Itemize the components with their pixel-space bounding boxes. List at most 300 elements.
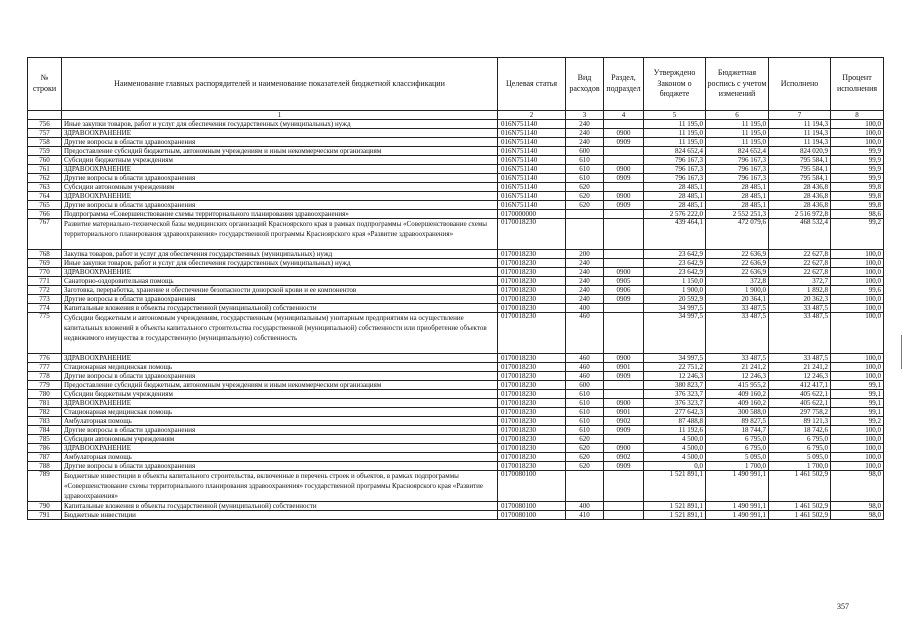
section-code: 0902 bbox=[604, 453, 644, 462]
target-item: 0170018230 bbox=[498, 462, 566, 471]
table-row bbox=[28, 156, 884, 165]
row-number: 788 bbox=[28, 462, 62, 471]
table-row bbox=[28, 435, 884, 444]
schedule-amount: 22 636,9 bbox=[706, 268, 769, 277]
target-item: 0170018230 bbox=[498, 453, 566, 462]
section-code: 0905 bbox=[604, 277, 644, 286]
section-code bbox=[604, 390, 644, 399]
expense-kind: 240 bbox=[566, 259, 604, 268]
header-section: Раздел, подраздел bbox=[604, 58, 644, 111]
approved-amount: 824 652,4 bbox=[644, 147, 706, 156]
approved-amount: 1 521 891,1 bbox=[644, 511, 706, 520]
row-description: Закупка товаров, работ и услуг для обеспечения государственных (муниципальных) нужд bbox=[62, 250, 498, 259]
approved-amount: 87 488,8 bbox=[644, 417, 706, 426]
executed-amount: 28 436,8 bbox=[769, 201, 831, 210]
target-item: 016N751140 bbox=[498, 183, 566, 192]
table-row bbox=[28, 453, 884, 462]
col-num: 3 bbox=[566, 111, 604, 120]
section-code: 0901 bbox=[604, 363, 644, 372]
schedule-amount: 22 636,9 bbox=[706, 250, 769, 259]
expense-kind: 610 bbox=[566, 156, 604, 165]
section-code bbox=[604, 471, 644, 502]
execution-percent: 100,0 bbox=[831, 453, 884, 462]
schedule-amount: 1 490 991,1 bbox=[706, 511, 769, 520]
row-number: 770 bbox=[28, 268, 62, 277]
approved-amount: 22 751,2 bbox=[644, 363, 706, 372]
col-num: 8 bbox=[831, 111, 884, 120]
expense-kind: 620 bbox=[566, 453, 604, 462]
executed-amount: 33 487,5 bbox=[769, 354, 831, 363]
table-row bbox=[28, 511, 884, 520]
execution-percent: 98,0 bbox=[831, 502, 884, 511]
row-description: Иные закупки товаров, работ и услуг для обеспечения государственных (муниципальных) нужд bbox=[62, 120, 498, 129]
approved-amount: 28 485,1 bbox=[644, 183, 706, 192]
section-code bbox=[604, 147, 644, 156]
execution-percent: 100,0 bbox=[831, 354, 884, 363]
execution-percent: 98,0 bbox=[831, 471, 884, 502]
row-number: 775 bbox=[28, 313, 62, 354]
section-code: 0900 bbox=[604, 192, 644, 201]
budget-table bbox=[27, 57, 884, 520]
section-code: 0900 bbox=[604, 354, 644, 363]
table-row bbox=[28, 408, 884, 417]
table-row bbox=[28, 417, 884, 426]
section-code bbox=[604, 156, 644, 165]
execution-percent: 99,2 bbox=[831, 219, 884, 250]
row-number: 756 bbox=[28, 120, 62, 129]
row-number: 774 bbox=[28, 304, 62, 313]
approved-amount: 4 500,0 bbox=[644, 435, 706, 444]
executed-amount: 12 246,3 bbox=[769, 372, 831, 381]
approved-amount: 11 195,0 bbox=[644, 129, 706, 138]
table-row bbox=[28, 259, 884, 268]
row-number: 779 bbox=[28, 381, 62, 390]
expense-kind: 610 bbox=[566, 390, 604, 399]
expense-kind: 240 bbox=[566, 286, 604, 295]
header-executed: Исполнено bbox=[769, 58, 831, 111]
row-number: 784 bbox=[28, 426, 62, 435]
table-row bbox=[28, 304, 884, 313]
schedule-amount: 5 095,0 bbox=[706, 453, 769, 462]
section-code: 0909 bbox=[604, 174, 644, 183]
target-item: 0170018230 bbox=[498, 277, 566, 286]
row-number: 780 bbox=[28, 390, 62, 399]
schedule-amount: 824 652,4 bbox=[706, 147, 769, 156]
executed-amount: 795 584,1 bbox=[769, 165, 831, 174]
schedule-amount: 409 160,2 bbox=[706, 390, 769, 399]
executed-amount: 372,7 bbox=[769, 277, 831, 286]
executed-amount: 824 020,9 bbox=[769, 147, 831, 156]
section-code: 0909 bbox=[604, 426, 644, 435]
execution-percent: 99,1 bbox=[831, 408, 884, 417]
execution-percent: 99,9 bbox=[831, 174, 884, 183]
executed-amount: 28 436,8 bbox=[769, 192, 831, 201]
row-number: 776 bbox=[28, 354, 62, 363]
expense-kind: 240 bbox=[566, 120, 604, 129]
approved-amount: 20 592,9 bbox=[644, 295, 706, 304]
table-row bbox=[28, 138, 884, 147]
target-item: 016N751140 bbox=[498, 192, 566, 201]
expense-kind: 460 bbox=[566, 354, 604, 363]
approved-amount: 28 485,1 bbox=[644, 201, 706, 210]
table-row bbox=[28, 471, 884, 502]
expense-kind: 240 bbox=[566, 295, 604, 304]
expense-kind: 460 bbox=[566, 372, 604, 381]
table-row bbox=[28, 250, 884, 259]
executed-amount: 22 627,8 bbox=[769, 259, 831, 268]
table-row bbox=[28, 372, 884, 381]
table-row bbox=[28, 268, 884, 277]
executed-amount: 11 194,3 bbox=[769, 120, 831, 129]
section-code bbox=[604, 219, 644, 250]
row-description: Развитие материально-технической базы медицинских организаций Красноярского края в рамках подпрограммы «Совершенствование схемы территориального планирования здравоохранения» государственной программы Красноярского края «Развитие здравоохранения» bbox=[62, 219, 498, 250]
row-number: 789 bbox=[28, 471, 62, 502]
page-number: 357 bbox=[837, 602, 849, 611]
row-number: 769 bbox=[28, 259, 62, 268]
approved-amount: 376 323,7 bbox=[644, 399, 706, 408]
target-item: 016N751140 bbox=[498, 156, 566, 165]
table-row bbox=[28, 120, 884, 129]
table-row bbox=[28, 444, 884, 453]
section-code: 0909 bbox=[604, 201, 644, 210]
schedule-amount: 796 167,3 bbox=[706, 156, 769, 165]
execution-percent: 98,6 bbox=[831, 210, 884, 219]
section-code bbox=[604, 259, 644, 268]
section-code bbox=[604, 210, 644, 219]
target-item: 0170018230 bbox=[498, 372, 566, 381]
target-item: 0170018230 bbox=[498, 363, 566, 372]
expense-kind: 610 bbox=[566, 174, 604, 183]
executed-amount: 18 742,6 bbox=[769, 426, 831, 435]
section-code: 0909 bbox=[604, 138, 644, 147]
approved-amount: 11 192,6 bbox=[644, 426, 706, 435]
table-row bbox=[28, 174, 884, 183]
target-item: 0170018230 bbox=[498, 426, 566, 435]
execution-percent: 100,0 bbox=[831, 313, 884, 354]
schedule-amount: 33 487,5 bbox=[706, 304, 769, 313]
schedule-amount: 796 167,3 bbox=[706, 174, 769, 183]
target-item: 0170018230 bbox=[498, 390, 566, 399]
schedule-amount: 28 485,1 bbox=[706, 201, 769, 210]
executed-amount: 405 622,1 bbox=[769, 390, 831, 399]
approved-amount: 23 642,9 bbox=[644, 259, 706, 268]
table-row bbox=[28, 165, 884, 174]
executed-amount: 2 516 972,8 bbox=[769, 210, 831, 219]
schedule-amount: 33 487,5 bbox=[706, 354, 769, 363]
schedule-amount: 300 588,0 bbox=[706, 408, 769, 417]
approved-amount: 34 997,5 bbox=[644, 354, 706, 363]
execution-percent: 100,0 bbox=[831, 268, 884, 277]
table-row bbox=[28, 295, 884, 304]
table-row bbox=[28, 502, 884, 511]
expense-kind: 620 bbox=[566, 201, 604, 210]
execution-percent: 99,9 bbox=[831, 165, 884, 174]
execution-percent: 99,6 bbox=[831, 286, 884, 295]
table-row bbox=[28, 201, 884, 210]
row-description: Другие вопросы в области здравоохранения bbox=[62, 372, 498, 381]
target-item: 0170018230 bbox=[498, 354, 566, 363]
approved-amount: 2 576 222,0 bbox=[644, 210, 706, 219]
executed-amount: 28 436,8 bbox=[769, 183, 831, 192]
approved-amount: 796 167,3 bbox=[644, 165, 706, 174]
row-description: Другие вопросы в области здравоохранения bbox=[62, 426, 498, 435]
execution-percent: 100,0 bbox=[831, 120, 884, 129]
col-num bbox=[28, 111, 62, 120]
row-number: 771 bbox=[28, 277, 62, 286]
approved-amount: 34 997,5 bbox=[644, 304, 706, 313]
execution-percent: 100,0 bbox=[831, 295, 884, 304]
executed-amount: 795 584,1 bbox=[769, 174, 831, 183]
row-number: 761 bbox=[28, 165, 62, 174]
approved-amount: 277 642,3 bbox=[644, 408, 706, 417]
row-description: Другие вопросы в области здравоохранения bbox=[62, 138, 498, 147]
row-description: ЗДРАВООХРАНЕНИЕ bbox=[62, 444, 498, 453]
schedule-amount: 472 079,6 bbox=[706, 219, 769, 250]
expense-kind: 240 bbox=[566, 268, 604, 277]
expense-kind: 620 bbox=[566, 435, 604, 444]
section-code bbox=[604, 313, 644, 354]
row-description: Другие вопросы в области здравоохранения bbox=[62, 201, 498, 210]
section-code: 0900 bbox=[604, 444, 644, 453]
section-code: 0902 bbox=[604, 417, 644, 426]
row-number: 781 bbox=[28, 399, 62, 408]
executed-amount: 1 700,0 bbox=[769, 462, 831, 471]
section-code bbox=[604, 250, 644, 259]
target-item: 016N751140 bbox=[498, 129, 566, 138]
schedule-amount: 2 552 251,3 bbox=[706, 210, 769, 219]
executed-amount: 297 758,2 bbox=[769, 408, 831, 417]
expense-kind: 620 bbox=[566, 462, 604, 471]
section-code: 0909 bbox=[604, 462, 644, 471]
expense-kind: 610 bbox=[566, 426, 604, 435]
row-description: Бюджетные инвестиции bbox=[62, 511, 498, 520]
target-item: 016N751140 bbox=[498, 138, 566, 147]
table-row bbox=[28, 286, 884, 295]
row-number: 760 bbox=[28, 156, 62, 165]
expense-kind: 610 bbox=[566, 417, 604, 426]
schedule-amount: 6 795,0 bbox=[706, 444, 769, 453]
executed-amount: 33 487,5 bbox=[769, 313, 831, 354]
schedule-amount: 1 700,0 bbox=[706, 462, 769, 471]
target-item: 016N751140 bbox=[498, 120, 566, 129]
execution-percent: 99,1 bbox=[831, 399, 884, 408]
row-description: Субсидии автономным учреждениям bbox=[62, 435, 498, 444]
schedule-amount: 11 195,0 bbox=[706, 129, 769, 138]
row-number: 783 bbox=[28, 417, 62, 426]
section-code: 0900 bbox=[604, 165, 644, 174]
col-num: 1 bbox=[62, 111, 498, 120]
row-description: ЗДРАВООХРАНЕНИЕ bbox=[62, 268, 498, 277]
table-row bbox=[28, 399, 884, 408]
header-schedule: Бюджетная роспись с учетом изменений bbox=[706, 58, 769, 111]
approved-amount: 1 900,0 bbox=[644, 286, 706, 295]
row-number: 772 bbox=[28, 286, 62, 295]
table-row bbox=[28, 147, 884, 156]
row-number: 757 bbox=[28, 129, 62, 138]
header-percent: Процент исполнения bbox=[831, 58, 884, 111]
col-num: 2 bbox=[498, 111, 566, 120]
schedule-amount: 18 744,7 bbox=[706, 426, 769, 435]
expense-kind: 620 bbox=[566, 183, 604, 192]
row-description: ЗДРАВООХРАНЕНИЕ bbox=[62, 399, 498, 408]
executed-amount: 22 627,8 bbox=[769, 268, 831, 277]
section-code: 0909 bbox=[604, 372, 644, 381]
execution-percent: 100,0 bbox=[831, 138, 884, 147]
section-code bbox=[604, 435, 644, 444]
approved-amount: 439 464,1 bbox=[644, 219, 706, 250]
col-num: 4 bbox=[604, 111, 644, 120]
target-item: 0170018230 bbox=[498, 408, 566, 417]
row-number: 766 bbox=[28, 210, 62, 219]
target-item: 0170018230 bbox=[498, 381, 566, 390]
schedule-amount: 415 955,2 bbox=[706, 381, 769, 390]
table-row bbox=[28, 313, 884, 354]
row-description: Санаторно-оздоровительная помощь bbox=[62, 277, 498, 286]
row-description: ЗДРАВООХРАНЕНИЕ bbox=[62, 192, 498, 201]
schedule-amount: 12 246,3 bbox=[706, 372, 769, 381]
executed-amount: 1 892,8 bbox=[769, 286, 831, 295]
expense-kind: 610 bbox=[566, 408, 604, 417]
execution-percent: 100,0 bbox=[831, 277, 884, 286]
header-row bbox=[28, 58, 884, 111]
target-item: 0170018230 bbox=[498, 295, 566, 304]
section-code: 0900 bbox=[604, 129, 644, 138]
approved-amount: 23 642,9 bbox=[644, 268, 706, 277]
approved-amount: 1 150,0 bbox=[644, 277, 706, 286]
target-item: 0170018230 bbox=[498, 219, 566, 250]
target-item: 016N751140 bbox=[498, 201, 566, 210]
table-row bbox=[28, 183, 884, 192]
row-description: Субсидии бюджетным учреждениям bbox=[62, 390, 498, 399]
col-num: 5 bbox=[644, 111, 706, 120]
row-description: Капитальные вложения в объекты государственной (муниципальной) собственности bbox=[62, 304, 498, 313]
approved-amount: 28 485,1 bbox=[644, 192, 706, 201]
target-item: 0170018230 bbox=[498, 286, 566, 295]
row-description: Субсидии бюджетным учреждениям bbox=[62, 156, 498, 165]
expense-kind: 400 bbox=[566, 304, 604, 313]
approved-amount: 380 823,7 bbox=[644, 381, 706, 390]
target-item: 0170080100 bbox=[498, 471, 566, 502]
row-description: Стационарная медицинская помощь bbox=[62, 363, 498, 372]
schedule-amount: 372,8 bbox=[706, 277, 769, 286]
row-number: 764 bbox=[28, 192, 62, 201]
target-item: 0170018230 bbox=[498, 250, 566, 259]
section-code bbox=[604, 120, 644, 129]
expense-kind: 400 bbox=[566, 502, 604, 511]
section-code: 0900 bbox=[604, 268, 644, 277]
expense-kind: 410 bbox=[566, 511, 604, 520]
execution-percent: 98,0 bbox=[831, 511, 884, 520]
section-code bbox=[604, 183, 644, 192]
schedule-amount: 796 167,3 bbox=[706, 165, 769, 174]
section-code: 0900 bbox=[604, 399, 644, 408]
approved-amount: 11 195,0 bbox=[644, 138, 706, 147]
executed-amount: 11 194,3 bbox=[769, 129, 831, 138]
header-approved: Утверждено Законом о бюджете bbox=[644, 58, 706, 111]
execution-percent: 99,8 bbox=[831, 183, 884, 192]
executed-amount: 1 461 502,9 bbox=[769, 511, 831, 520]
target-item: 0170000000 bbox=[498, 210, 566, 219]
target-item: 016N751140 bbox=[498, 174, 566, 183]
execution-percent: 99,9 bbox=[831, 156, 884, 165]
executed-amount: 89 121,3 bbox=[769, 417, 831, 426]
header-name: Наименование главных распорядителей и наименование показателей бюджетной классификации bbox=[62, 58, 498, 111]
target-item: 0170080100 bbox=[498, 502, 566, 511]
table-row bbox=[28, 277, 884, 286]
target-item: 0170018230 bbox=[498, 399, 566, 408]
executed-amount: 1 461 502,9 bbox=[769, 502, 831, 511]
approved-amount: 376 323,7 bbox=[644, 390, 706, 399]
header-row-no: № строки bbox=[28, 58, 62, 111]
row-description: Субсидии бюджетным и автономным учреждениям, государственным (муниципальным) унитарным предприятиям на осуществление капитальных вложений в объекты капитального строительства государственной (муниципальной) собственности или приобретение объектов недвижимого имущества в государственную (муниципальную) собственность bbox=[62, 313, 498, 354]
schedule-amount: 33 487,5 bbox=[706, 313, 769, 354]
execution-percent: 100,0 bbox=[831, 372, 884, 381]
execution-percent: 100,0 bbox=[831, 304, 884, 313]
row-number: 790 bbox=[28, 502, 62, 511]
approved-amount: 34 997,5 bbox=[644, 313, 706, 354]
table-row bbox=[28, 219, 884, 250]
approved-amount: 11 195,0 bbox=[644, 120, 706, 129]
execution-percent: 99,8 bbox=[831, 192, 884, 201]
executed-amount: 20 362,3 bbox=[769, 295, 831, 304]
margin-mark bbox=[901, 335, 902, 369]
expense-kind: 460 bbox=[566, 363, 604, 372]
execution-percent: 100,0 bbox=[831, 462, 884, 471]
row-description: Бюджетные инвестиции в объекты капитального строительства, включенные в перечень строек и объектов, в рамках подпрограммы «Совершенствование схемы территориального планирования здравоохранения» государственной программы Красноярского края «Развитие здравоохранения» bbox=[62, 471, 498, 502]
row-number: 759 bbox=[28, 147, 62, 156]
section-code bbox=[604, 502, 644, 511]
row-number: 787 bbox=[28, 453, 62, 462]
execution-percent: 100,0 bbox=[831, 426, 884, 435]
row-description: Заготовка, переработка, хранение и обеспечение безопасности донорской крови и ее компонентов bbox=[62, 286, 498, 295]
executed-amount: 468 532,4 bbox=[769, 219, 831, 250]
table-row bbox=[28, 390, 884, 399]
table-row bbox=[28, 381, 884, 390]
section-code bbox=[604, 511, 644, 520]
section-code bbox=[604, 304, 644, 313]
expense-kind: 460 bbox=[566, 313, 604, 354]
executed-amount: 795 584,1 bbox=[769, 156, 831, 165]
execution-percent: 100,0 bbox=[831, 259, 884, 268]
executed-amount: 412 417,1 bbox=[769, 381, 831, 390]
row-number: 762 bbox=[28, 174, 62, 183]
schedule-amount: 89 827,5 bbox=[706, 417, 769, 426]
expense-kind: 620 bbox=[566, 444, 604, 453]
execution-percent: 100,0 bbox=[831, 444, 884, 453]
table-row bbox=[28, 426, 884, 435]
execution-percent: 99,2 bbox=[831, 417, 884, 426]
section-code bbox=[604, 381, 644, 390]
approved-amount: 796 167,3 bbox=[644, 174, 706, 183]
target-item: 0170018230 bbox=[498, 268, 566, 277]
row-number: 763 bbox=[28, 183, 62, 192]
schedule-amount: 28 485,1 bbox=[706, 192, 769, 201]
expense-kind: 200 bbox=[566, 250, 604, 259]
header-kind: Вид расходов bbox=[566, 58, 604, 111]
executed-amount: 1 461 502,9 bbox=[769, 471, 831, 502]
expense-kind: 240 bbox=[566, 129, 604, 138]
execution-percent: 99,1 bbox=[831, 390, 884, 399]
row-number: 791 bbox=[28, 511, 62, 520]
table-row bbox=[28, 129, 884, 138]
expense-kind bbox=[566, 219, 604, 250]
table-row bbox=[28, 210, 884, 219]
expense-kind: 240 bbox=[566, 138, 604, 147]
schedule-amount: 20 364,1 bbox=[706, 295, 769, 304]
approved-amount: 23 642,9 bbox=[644, 250, 706, 259]
target-item: 0170080100 bbox=[498, 511, 566, 520]
target-item: 0170018230 bbox=[498, 444, 566, 453]
